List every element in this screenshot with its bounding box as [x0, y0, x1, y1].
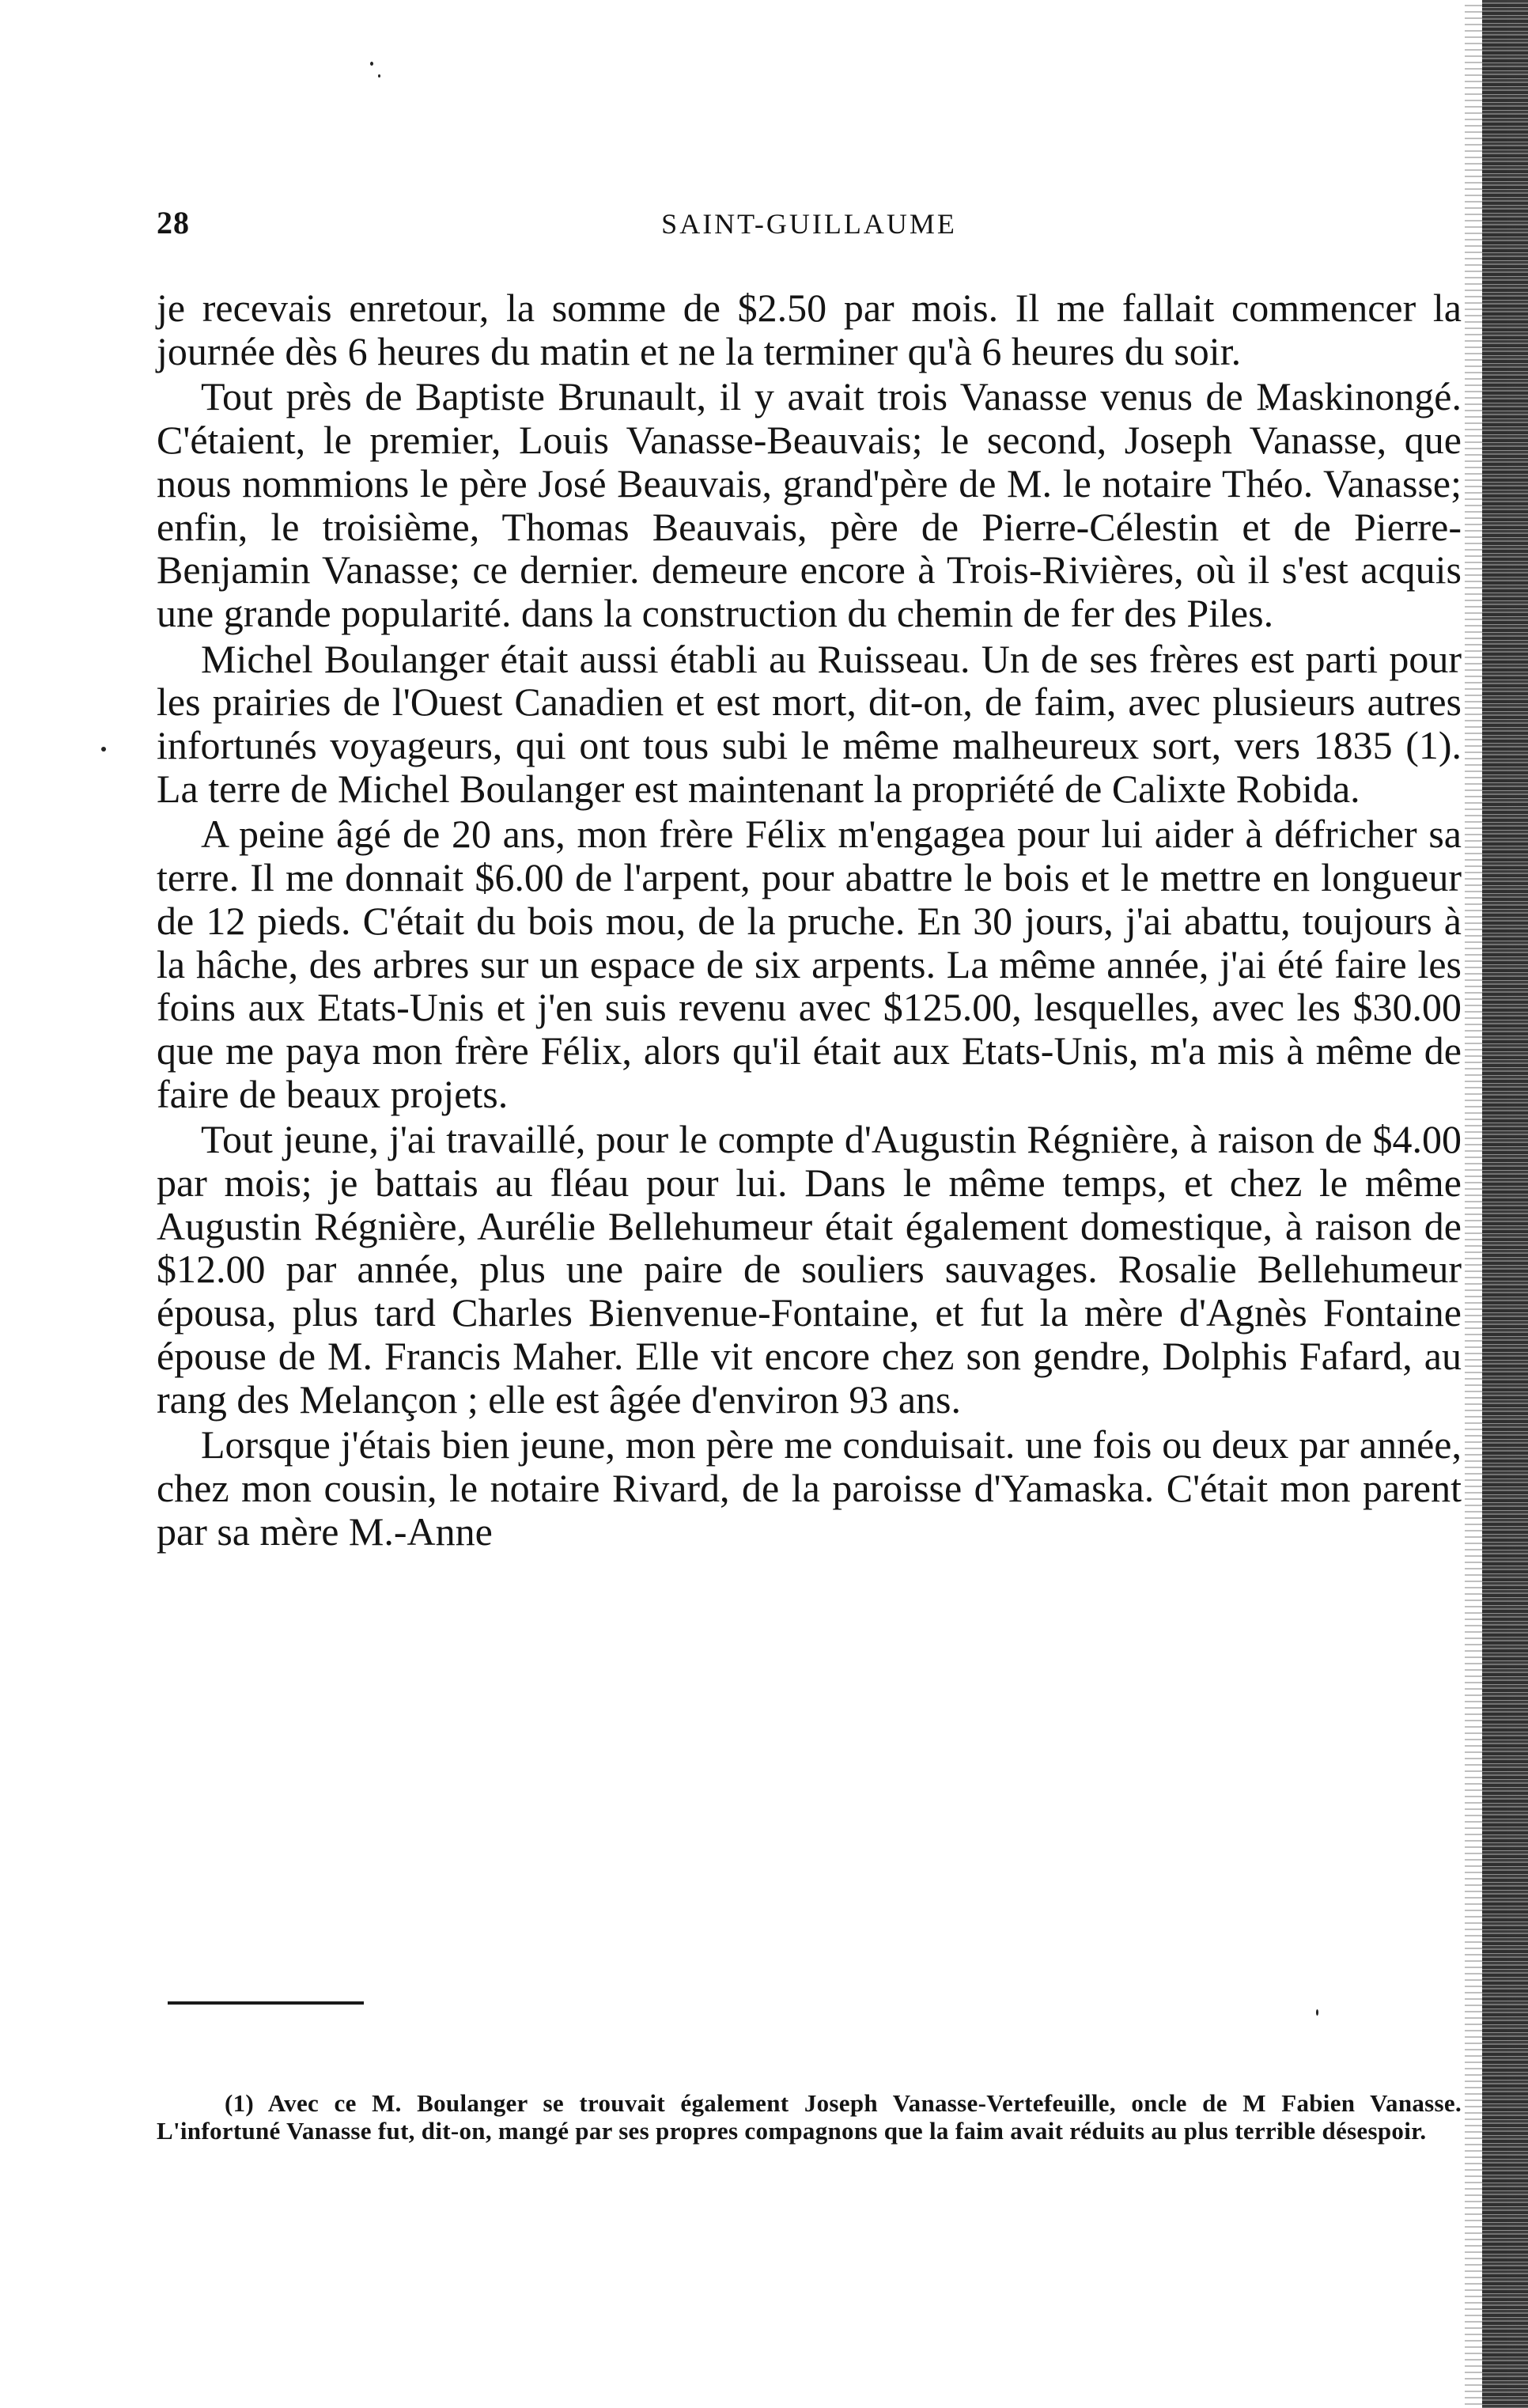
body-text: [157, 286, 1462, 1553]
paragraph: je recevais enretour, la somme de $2.50 par mois. Il me fallait commencer la journée dès 6 heures du matin et ne la terminer qu'à 6 heures du soir.: [157, 286, 1462, 373]
page-header: [157, 204, 1462, 252]
scan-speck: [378, 74, 380, 78]
scan-speck: [1316, 2009, 1318, 2016]
running-title: SAINT-GUILLAUME: [661, 208, 957, 240]
footnote-rule: [168, 2001, 364, 2005]
paragraph: Lorsque j'étais bien jeune, mon père me conduisait. une fois ou deux par année, chez mon cousin, le notaire Rivard, de la paroisse d'Yamaska. C'était mon parent par sa mère M.-Anne: [157, 1422, 1462, 1554]
paragraph: Michel Boulanger était aussi établi au Ruisseau. Un de ses frères est parti pour les prairies de l'Ouest Canadien et est mort, dit-on, de faim, avec plusieurs autres infortunés voyageurs, qui ont tous subi le même malheureux sort, vers 1835 (1). La terre de Michel Boulanger est maintenant la propriété de Calixte Robida.: [157, 636, 1462, 811]
paragraph: Tout près de Baptiste Brunault, il y avait trois Vanasse venus de Maskinongé. C'étaient, le premier, Louis Vanasse-Beauvais; le second, Joseph Vanasse, que nous nommions le père José Beauvais, grand'père de M. le notaire Théo. Vanasse; enfin, le troisième, Thomas Beauvais, père de Pierre-Célestin et de Pierre-Benjamin Vanasse; ce dernier. demeure encore à Trois-Rivières, où il s'est acquis une grande popularité. dans la construction du chemin de fer des Piles.: [157, 374, 1462, 635]
footnote: (1) Avec ce M. Boulanger se trouvait également Joseph Vanasse-Vertefeuille, oncle de M Fabien Vanasse. L'infortuné Vanasse fut, dit-on, mangé par ses propres compagnons que la faim avait réduits au plus terrible désespoir.: [157, 2089, 1462, 2145]
page-number: 28: [157, 205, 190, 240]
paragraph: A peine âgé de 20 ans, mon frère Félix m'engagea pour lui aider à défricher sa terre. Il me donnait $6.00 de l'arpent, pour abattre le bois et le mettre en longueur de 12 pieds. C'était du bois mou, de la pruche. En 30 jours, j'ai abattu, toujours à la hâche, des arbres sur un espace de six arpents. La même année, j'ai été faire les foins aux Etats-Unis et j'en suis revenu avec $125.00, lesquelles, avec les $30.00 que me paya mon frère Félix, alors qu'il était aux Etats-Unis, m'a mis à même de faire de beaux projets.: [157, 812, 1462, 1116]
binding-edge: [1482, 0, 1528, 2408]
scan-speck: [101, 747, 106, 752]
paragraph: Tout jeune, j'ai travaillé, pour le compte d'Augustin Régnière, à raison de $4.00 par mois; je battais au fléau pour lui. Dans le même temps, et chez le même Augustin Régnière, Aurélie Bellehumeur était également domestique, à raison de $12.00 par année, plus une paire de souliers sauvages. Rosalie Bellehumeur épousa, plus tard Charles Bienvenue-Fontaine, et fut la mère d'Agnès Fontaine épouse de M. Francis Maher. Elle vit encore chez son gendre, Dolphis Fafard, au rang des Melançon ; elle est âgée d'environ 93 ans.: [157, 1117, 1462, 1422]
scan-speck: [370, 62, 373, 66]
